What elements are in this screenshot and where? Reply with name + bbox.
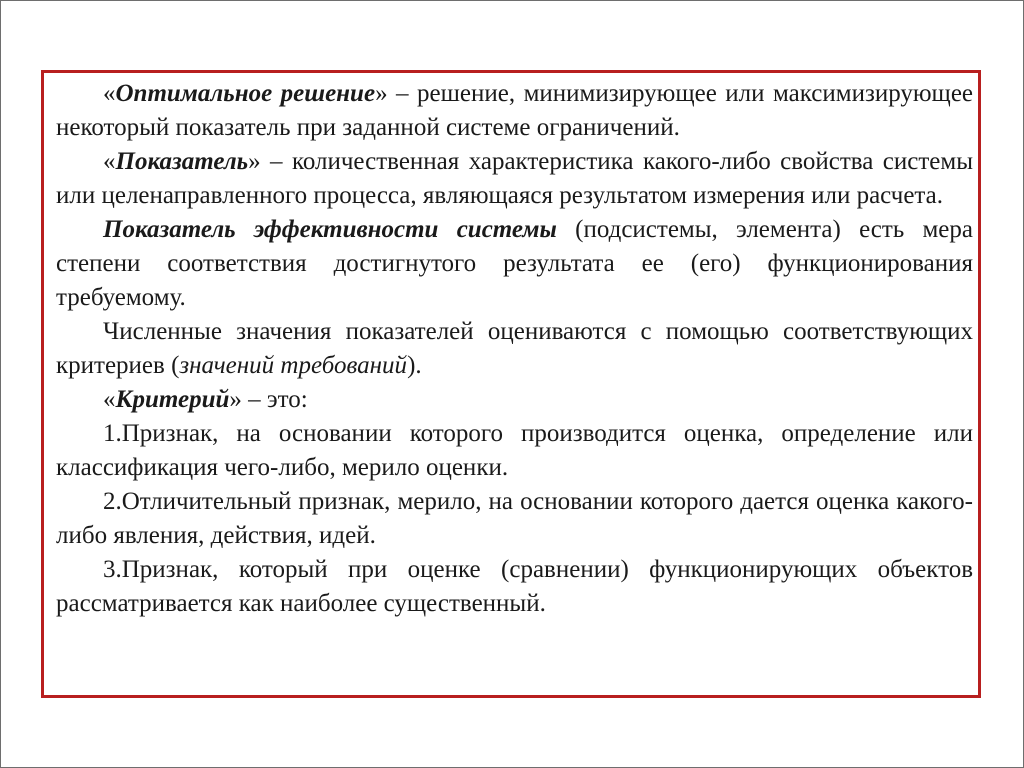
criterion-item-3: 3.Признак, который при оценке (сравнении) функционирующих объектов рассматривается как наиболее существенный. [56, 556, 973, 617]
term-efficiency-indicator: Показатель эффективности системы [103, 216, 557, 243]
paragraph-indicator [56, 145, 973, 213]
open-quote: « [103, 148, 116, 175]
criterion-item-2: 2.Отличительный признак, мерило, на основании которого дается оценка какого-либо явления, действия, идей. [56, 488, 973, 549]
criterion-item-1: 1.Признак, на основании которого производится оценка, определение или классификация чего-либо, мерило оценки. [56, 420, 973, 481]
numeric-values-italic: значений требований [179, 352, 408, 379]
term-optimal-solution: Оптимальное решение [115, 80, 376, 107]
numeric-values-tail: ). [407, 352, 422, 379]
definition-criterion-intro: » – это: [229, 386, 308, 413]
paragraph-numeric-values [56, 315, 973, 383]
term-indicator: Показатель [115, 148, 249, 175]
open-quote: « [103, 80, 116, 107]
paragraph-criterion [56, 383, 973, 417]
numeric-values-lead: Численные значения показателей оцениваются с помощью соответствующих критериев ( [56, 318, 973, 379]
definition-optimal-solution: » – решение, минимизирующее или максимизирующее некоторый показатель при заданной системе ограничений. [56, 80, 974, 141]
definitions-text [56, 77, 973, 621]
definition-indicator: » – количественная характеристика какого-либо свойства системы или целенаправленного процесса, являющаяся результатом измерения или расчета. [56, 148, 973, 209]
paragraph-optimal-solution [56, 77, 973, 145]
paragraph-efficiency-indicator [56, 213, 973, 315]
definition-efficiency-indicator: (подсистемы, элемента) есть мера степени соответствия достигнутого результата ее (его) функционирования требуемому. [56, 216, 973, 311]
term-criterion: Критерий [115, 386, 230, 413]
open-quote: « [103, 386, 116, 413]
